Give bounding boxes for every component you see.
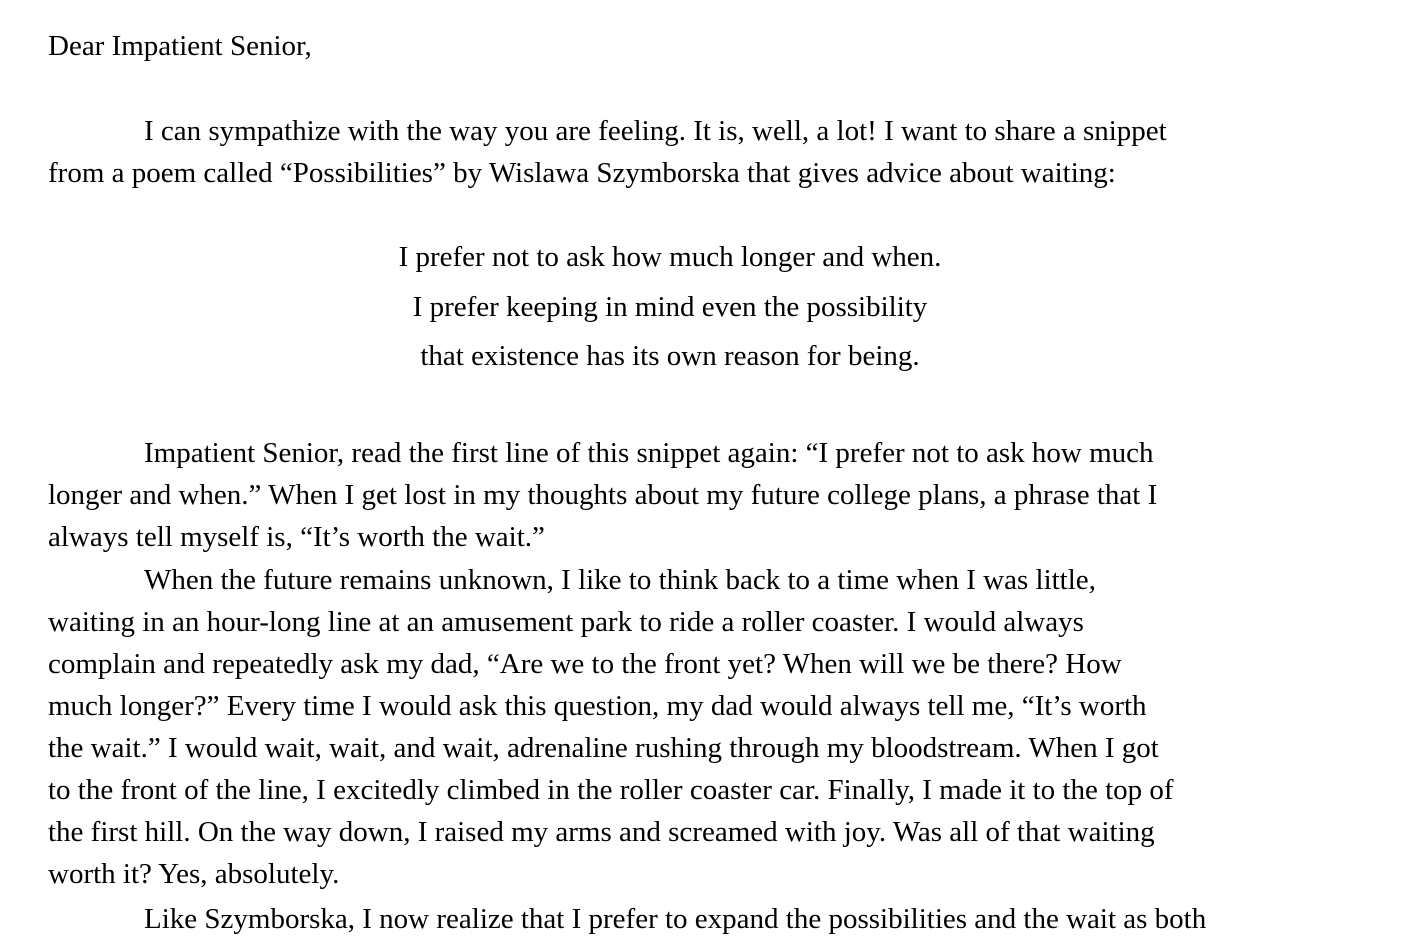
paragraph-line: to the front of the line, I excitedly climbed in the roller coaster car. Finally, I made it to the top of: [48, 774, 1174, 806]
paragraph-line: Impatient Senior, read the first line of this snippet again: “I prefer not to ask how much: [144, 437, 1154, 469]
paragraph-line: complain and repeatedly ask my dad, “Are we to the front yet? When will we be there? How: [48, 648, 1122, 680]
paragraph-roller-coaster: [48, 559, 1308, 895]
paragraph-first-line: [48, 432, 1308, 558]
letter-salutation: Dear Impatient Senior,: [48, 30, 312, 62]
poem-line: I prefer not to ask how much longer and when.: [398, 241, 942, 273]
paragraph-line: from a poem called “Possibilities” by Wislawa Szymborska that gives advice about waiting:: [48, 157, 1116, 189]
paragraph-line: always tell myself is, “It’s worth the wait.”: [48, 521, 545, 553]
paragraph-line: When the future remains unknown, I like to think back to a time when I was little,: [144, 564, 1096, 596]
poem-line: I prefer keeping in mind even the possibility: [412, 290, 928, 323]
paragraph-line: waiting in an hour-long line at an amusement park to ride a roller coaster. I would always: [48, 606, 1084, 638]
paragraph-cut-off: [48, 898, 1308, 940]
paragraph-line: Like Szymborska, I now realize that I prefer to expand the possibilities and the wait as both: [144, 903, 1207, 935]
poem-quote: [48, 233, 1292, 382]
paragraph-line: the wait.” I would wait, wait, and wait, adrenaline rushing through my bloodstream. When I got: [48, 732, 1159, 764]
paragraph-line: the first hill. On the way down, I raised my arms and screamed with joy. Was all of that waiting: [48, 816, 1155, 848]
paragraph-line: I can sympathize with the way you are feeling. It is, well, a lot! I want to share a snippet: [144, 115, 1167, 147]
paragraph-line: much longer?” Every time I would ask this question, my dad would always tell me, “It’s worth: [48, 690, 1147, 722]
paragraph-line: longer and when.” When I get lost in my thoughts about my future college plans, a phrase that I: [48, 479, 1158, 511]
paragraph-line: worth it? Yes, absolutely.: [48, 858, 340, 890]
paragraph-intro: [48, 110, 1308, 194]
poem-line: that existence has its own reason for being.: [420, 340, 920, 372]
